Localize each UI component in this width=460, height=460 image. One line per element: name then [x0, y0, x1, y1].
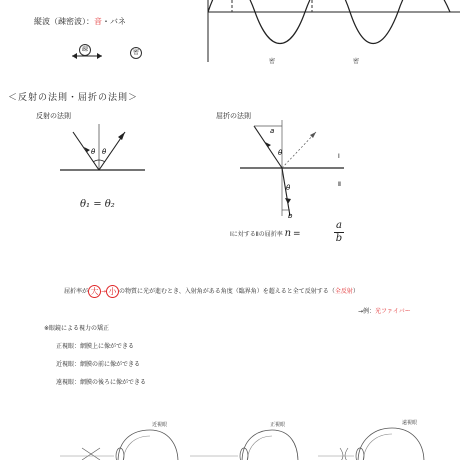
- wave-dense-label: 密: [268, 58, 276, 65]
- eye-diagram-hyperopia: [318, 418, 438, 460]
- reflection-diagram: [60, 118, 150, 180]
- medium-2-label: Ⅱ: [338, 181, 341, 188]
- longitudinal-wave-line: 縦波（疎密波）：音・バネ: [34, 17, 126, 26]
- refractive-index-formula: Ⅰに対するⅡの屈折率 n =: [230, 228, 301, 239]
- refraction-label: 屈折の法則: [216, 112, 251, 120]
- hyperopia-diagram-label: 遠視眼: [402, 420, 418, 426]
- eye-item-hyperopia: 遠視眼：網膜の後ろに像ができる: [56, 379, 147, 386]
- eye-item-myopia: 近視眼：網膜の前に像ができる: [56, 361, 141, 368]
- reflection-theta-1: θ: [91, 148, 96, 156]
- wave-dense-label-2: 密: [352, 58, 360, 65]
- eye-item-normal: 正視眼：網膜上に像ができる: [56, 343, 135, 350]
- reflection-label: 反射の法則: [36, 112, 71, 120]
- eye-diagram-myopia: [60, 418, 180, 460]
- sparse-marker: 疎: [79, 39, 91, 58]
- total-reflection-term: 全反射: [334, 288, 353, 295]
- eye-correction-heading: ※眼鏡による視力の矯正: [44, 325, 110, 332]
- longitudinal-label: 縦波（疎密波）: [34, 17, 86, 26]
- total-reflection-example: →例：光ファイバー: [358, 308, 411, 315]
- myopia-diagram-label: 近視眼: [152, 422, 168, 428]
- reflection-theta-2: θ: [102, 148, 107, 156]
- optical-fiber-example: 光ファイバー: [375, 308, 411, 315]
- refraction-theta-out: θ: [286, 184, 291, 192]
- reflection-formula: θ₁ = θ₂: [80, 199, 115, 210]
- refraction-diagram: [240, 118, 350, 218]
- large-index-marker: 大: [88, 285, 101, 298]
- spring-example: ・バネ: [102, 17, 126, 26]
- dense-marker: 密: [130, 42, 142, 61]
- refraction-theta-in: θ: [278, 149, 283, 157]
- normal-diagram-label: 正視眼: [270, 422, 286, 428]
- small-index-marker: 小: [106, 285, 119, 298]
- total-reflection-sentence: 屈折率が 大 → 小 の物質に光が進むとき、入射角がある角度（臨界角）を超えると全て反射する（全反射）: [64, 287, 359, 296]
- section-title: ＜反射の法則・屈折の法則＞: [8, 93, 139, 103]
- double-arrow: [68, 50, 106, 62]
- refractive-index-fraction: a b: [335, 220, 343, 244]
- refraction-a-top: a: [270, 127, 275, 135]
- eye-diagram-normal: [190, 418, 300, 460]
- wave-graph: [200, 0, 460, 68]
- sound-example: 音: [94, 17, 102, 26]
- medium-1-label: Ⅰ: [338, 153, 340, 160]
- refraction-b-bottom: b: [288, 212, 293, 218]
